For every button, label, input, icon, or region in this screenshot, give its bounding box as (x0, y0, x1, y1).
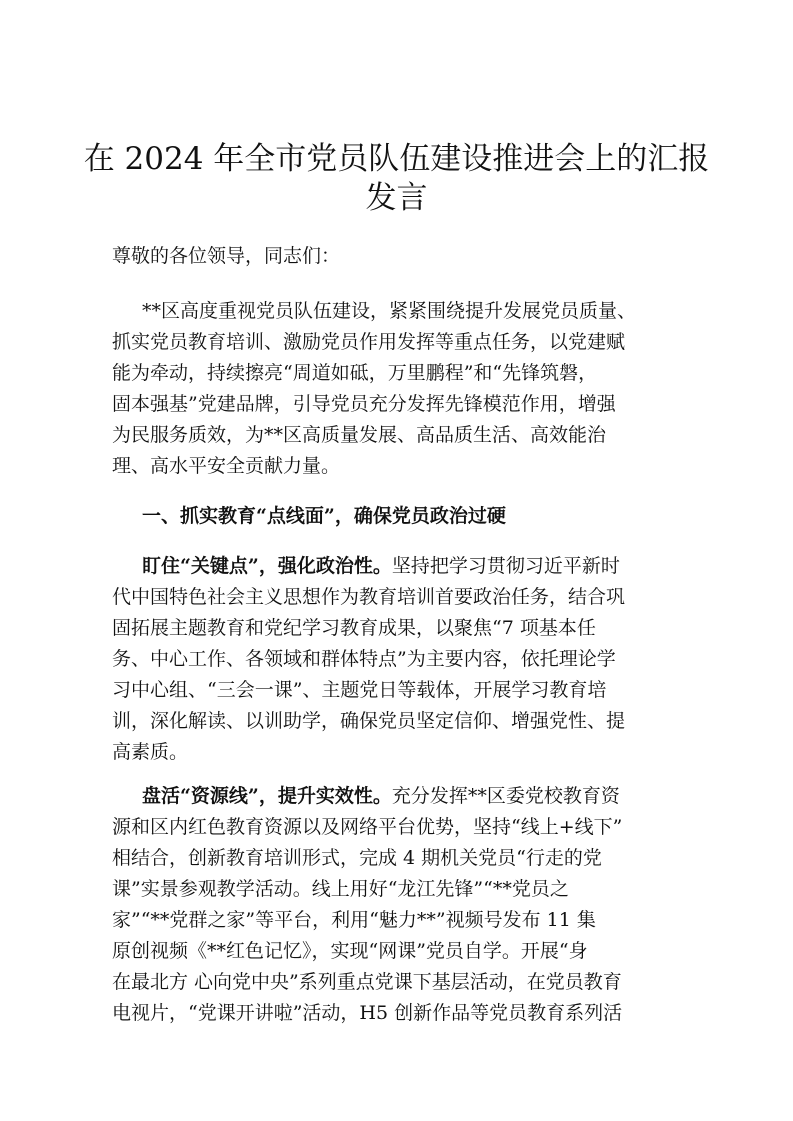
salutation: 尊敬的各位领导，同志们： (112, 245, 341, 267)
document-body (112, 241, 702, 1029)
intro-paragraph (112, 283, 702, 482)
paragraph-line: 源和区内红色教育资源以及网络平台优势，坚持“线上+线下” (112, 816, 623, 838)
paragraph-first-line-rest: 坚持把学习贯彻习近平新时 (391, 555, 620, 577)
paragraph-line: 家”“**党群之家”等平台，利用“魅力**”视频号发布 11 集 (112, 909, 596, 931)
paragraph-resource-line (112, 768, 702, 1029)
paragraph-first-line (112, 551, 702, 582)
title-line-2: 发言 (365, 180, 428, 216)
paragraph-line: 课”实景参观教学活动。线上用好“龙江先锋”“**党员之 (112, 878, 569, 900)
paragraph-first-line-rest: 充分发挥**区委党校教育资 (391, 785, 620, 807)
intro-line: 理、高水平安全贡献力量。 (112, 455, 341, 477)
section-heading (112, 482, 702, 538)
intro-line: 能为牵动，持续擦亮“周道如砥，万里鹏程”和“先锋筑磐， (112, 362, 598, 384)
intro-line: 固本强基”党建品牌，引导党员充分发挥先锋模范作用，增强 (112, 393, 616, 415)
paragraph-lead: 盯住“关键点”，强化政治性。 (142, 555, 392, 577)
paragraph-line: 固拓展主题教育和党纪学习教育成果，以聚焦“7 项基本任 (112, 617, 596, 639)
paragraph-line: 在最北方 心向党中央”系列重点党课下基层活动，在党员教育 (112, 971, 622, 993)
paragraph-line: 训，深化解读、以训助学，确保党员坚定信仰、增强党性、提 (112, 710, 626, 732)
intro-line: 为民服务质效，为**区高质量发展、高品质生活、高效能治 (112, 424, 607, 446)
paragraph-key-point (112, 538, 702, 768)
paragraph-line: 电视片，“党课开讲啦”活动，H5 创新作品等党员教育系列活 (112, 1002, 623, 1024)
paragraph-line: 务、中心工作、各领域和群体特点”为主要内容，依托理论学 (112, 648, 616, 670)
paragraph-line: 相结合，创新教育培训形式，完成 4 期机关党员“行走的党 (112, 847, 602, 869)
paragraph-line: 高素质。 (112, 741, 189, 763)
paragraph-lead: 盘活“资源线”，提升实效性。 (142, 785, 392, 807)
title-line-1: 在 2024 年全市党员队伍建设推进会上的汇报 (83, 141, 710, 177)
paragraph-line: 原创视频《**红色记忆》，实现“网课”党员自学。开展“身 (112, 940, 588, 962)
section-heading-text: 一、抓实教育“点线面”，确保党员政治过硬 (142, 505, 506, 527)
intro-line: **区高度重视党员队伍建设，紧紧围绕提升发展党员质量、 (142, 300, 637, 322)
paragraph-first-line (112, 781, 702, 812)
document-title (80, 140, 713, 218)
intro-line: 抓实党员教育培训、激励党员作用发挥等重点任务，以党建赋 (112, 331, 626, 353)
paragraph-line: 习中心组、“三会一课”、主题党日等载体，开展学习教育培 (112, 679, 607, 701)
paragraph-line: 代中国特色社会主义思想作为教育培训首要政治任务，结合巩 (112, 586, 626, 608)
